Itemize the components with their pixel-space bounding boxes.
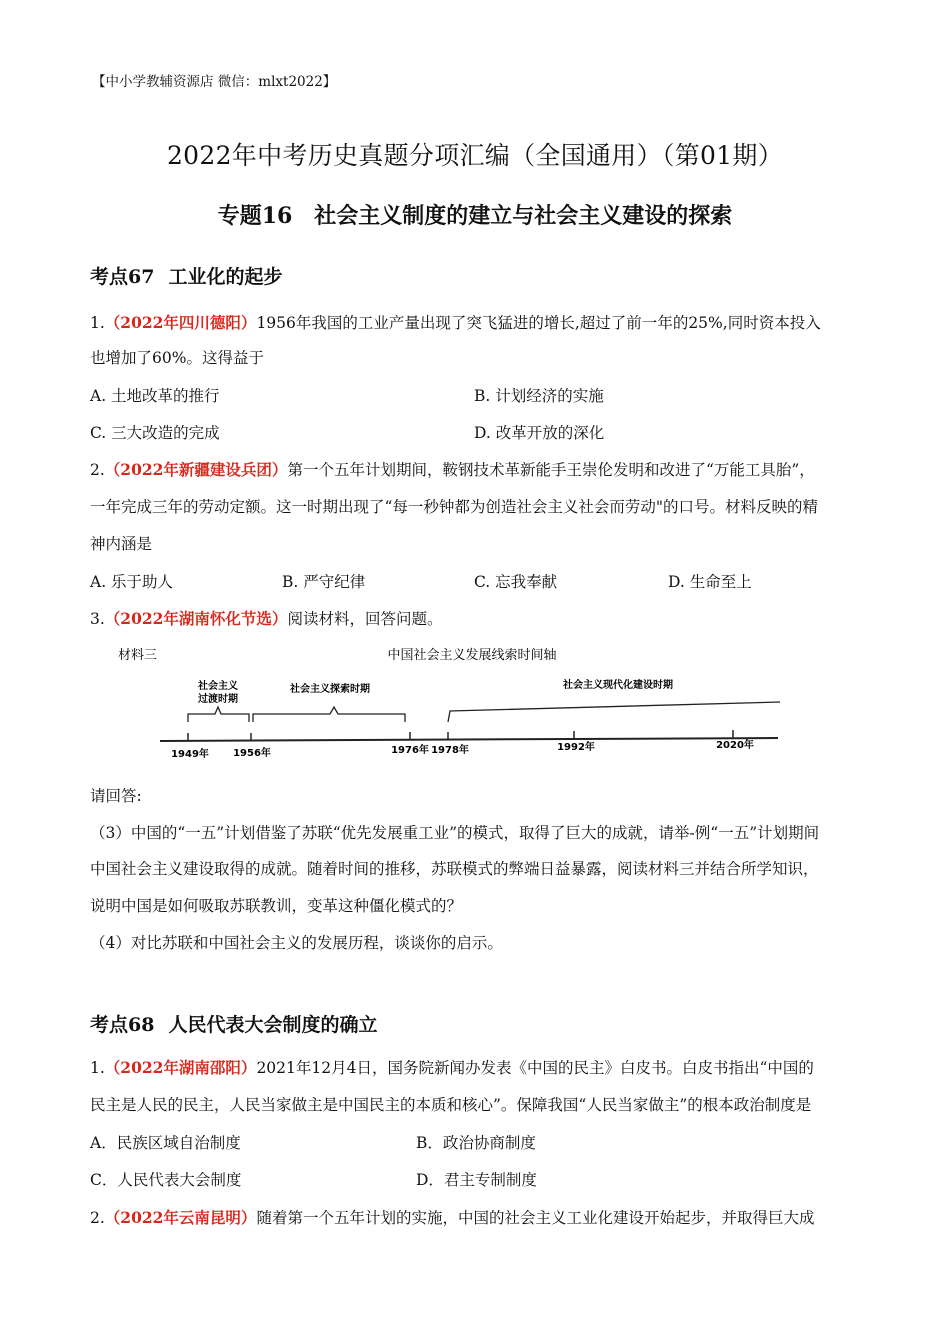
period-label-modernization: 社会主义现代化建设时期 [563,680,673,691]
question-number: 2. [90,1209,105,1227]
option-b: B．政治协商制度 [416,1134,536,1152]
question-3-sub4: （4）对比苏联和中国社会主义的发展历程，谈谈你的启示。 [90,934,503,952]
tick-label-2020: 2020年 [716,740,754,751]
option-b: B. 严守纪律 [282,573,366,591]
question-68-2-line-1 [90,1206,814,1228]
option-b: B. 计划经济的实施 [474,387,604,405]
question-source: （2022年湖南怀化节选） [104,609,288,628]
question-source: （2022年新疆建设兵团） [104,460,288,479]
timeline-figure [0,640,950,770]
question-2-line-1 [90,458,815,480]
option-c: C．人民代表大会制度 [90,1171,242,1189]
question-3-prompt: 请回答: [90,787,142,805]
question-2-line-2: 一年完成三年的劳动定额。这一时期出现了“每一秒钟都为创造社会主义社会而劳动"的口号。材料反映的精 [90,498,819,516]
question-number: 3. [90,610,105,628]
section-title: 工业化的起步 [168,266,283,288]
question-text: 随着第一个五年计划的实施，中国的社会主义工业化建设开始起步，并取得巨大成 [256,1209,815,1227]
question-68-1-line-2: 民主是人民的民主，人民当家做主是中国民主的本质和核心”。保障我国“人民当家做主”的根本政治制度是 [90,1096,812,1114]
question-2-line-3: 神内涵是 [90,535,153,553]
section-number: 考点67 [90,266,155,288]
option-d: D．君主专制制度 [416,1171,537,1189]
question-text: 1956年我国的工业产量出现了突飞猛进的增长,超过了前一年的25%,同时资本投入 [256,314,821,332]
question-3-sub3-line-3: 说明中国是如何吸取苏联教训，变革这种僵化模式的？ [90,897,463,915]
section-title: 人民代表大会制度的确立 [168,1014,378,1036]
question-3-sub3-line-2: 中国社会主义建设取得的成就。随着时间的推移，苏联模式的弊端日益暴露，阅读材料三并结合所学知识， [90,860,819,878]
question-text: 2021年12月4日，国务院新闻办发表《中国的民主》白皮书。白皮书指出“中国的 [256,1059,814,1077]
question-number: 1. [90,314,105,332]
tick-label-1956: 1956年 [233,748,271,759]
question-number: 2. [90,461,105,479]
tick-label-1992: 1992年 [557,742,595,753]
tick-label-1976: 1976年 [391,745,429,756]
option-d: D. 生命至上 [668,573,752,591]
question-1-line-1 [90,311,821,333]
period-label-transition-2: 过渡时期 [198,694,238,705]
option-a: A. 乐于助人 [90,573,174,591]
period-label-exploration: 社会主义探索时期 [290,684,370,695]
page-subtitle: 专题16 社会主义制度的建立与社会主义建设的探索 [217,203,733,229]
question-text: 阅读材料，回答问题。 [287,610,443,628]
brace-transition [188,707,249,722]
option-d: D. 改革开放的深化 [474,424,605,442]
section-number: 考点68 [90,1014,155,1036]
question-1-line-2: 也增加了60%。这得益于 [90,349,264,367]
question-68-1-line-1 [90,1056,814,1078]
brace-modernization [448,702,780,722]
option-a: A．民族区域自治制度 [90,1134,241,1152]
section-heading-67 [90,262,282,289]
question-3-line-1 [90,607,442,629]
tick-label-1978: 1978年 [431,745,469,756]
period-label-transition-1: 社会主义 [198,681,238,692]
option-a: A. 土地改革的推行 [90,387,220,405]
question-source: （2022年湖南邵阳） [104,1058,257,1077]
section-heading-68 [90,1010,377,1037]
question-number: 1. [90,1059,105,1077]
question-3-sub3-line-1: （3）中国的“一五”计划借鉴了苏联“优先发展重工业”的模式，取得了巨大的成就，请举-例“一五”计划期间 [90,824,820,842]
question-text: 第一个五年计划期间，鞍钢技术革新能手王崇伦发明和改进了“万能工具胎”， [287,461,815,479]
header-note: 【中小学教辅资源店 微信：mlxt2022】 [92,74,337,90]
timeline-caption: 中国社会主义发展线索时间轴 [387,648,557,663]
timeline-axis [160,738,778,741]
question-source: （2022年云南昆明） [104,1208,257,1227]
question-source: （2022年四川德阳） [104,313,257,332]
option-c: C. 三大改造的完成 [90,424,220,442]
page-title: 2022年中考历史真题分项汇编（全国通用）（第01期） [166,141,784,170]
material-label: 材料三 [118,648,158,663]
tick-label-1949: 1949年 [171,749,209,760]
brace-exploration [253,707,405,722]
option-c: C. 忘我奉献 [474,573,558,591]
